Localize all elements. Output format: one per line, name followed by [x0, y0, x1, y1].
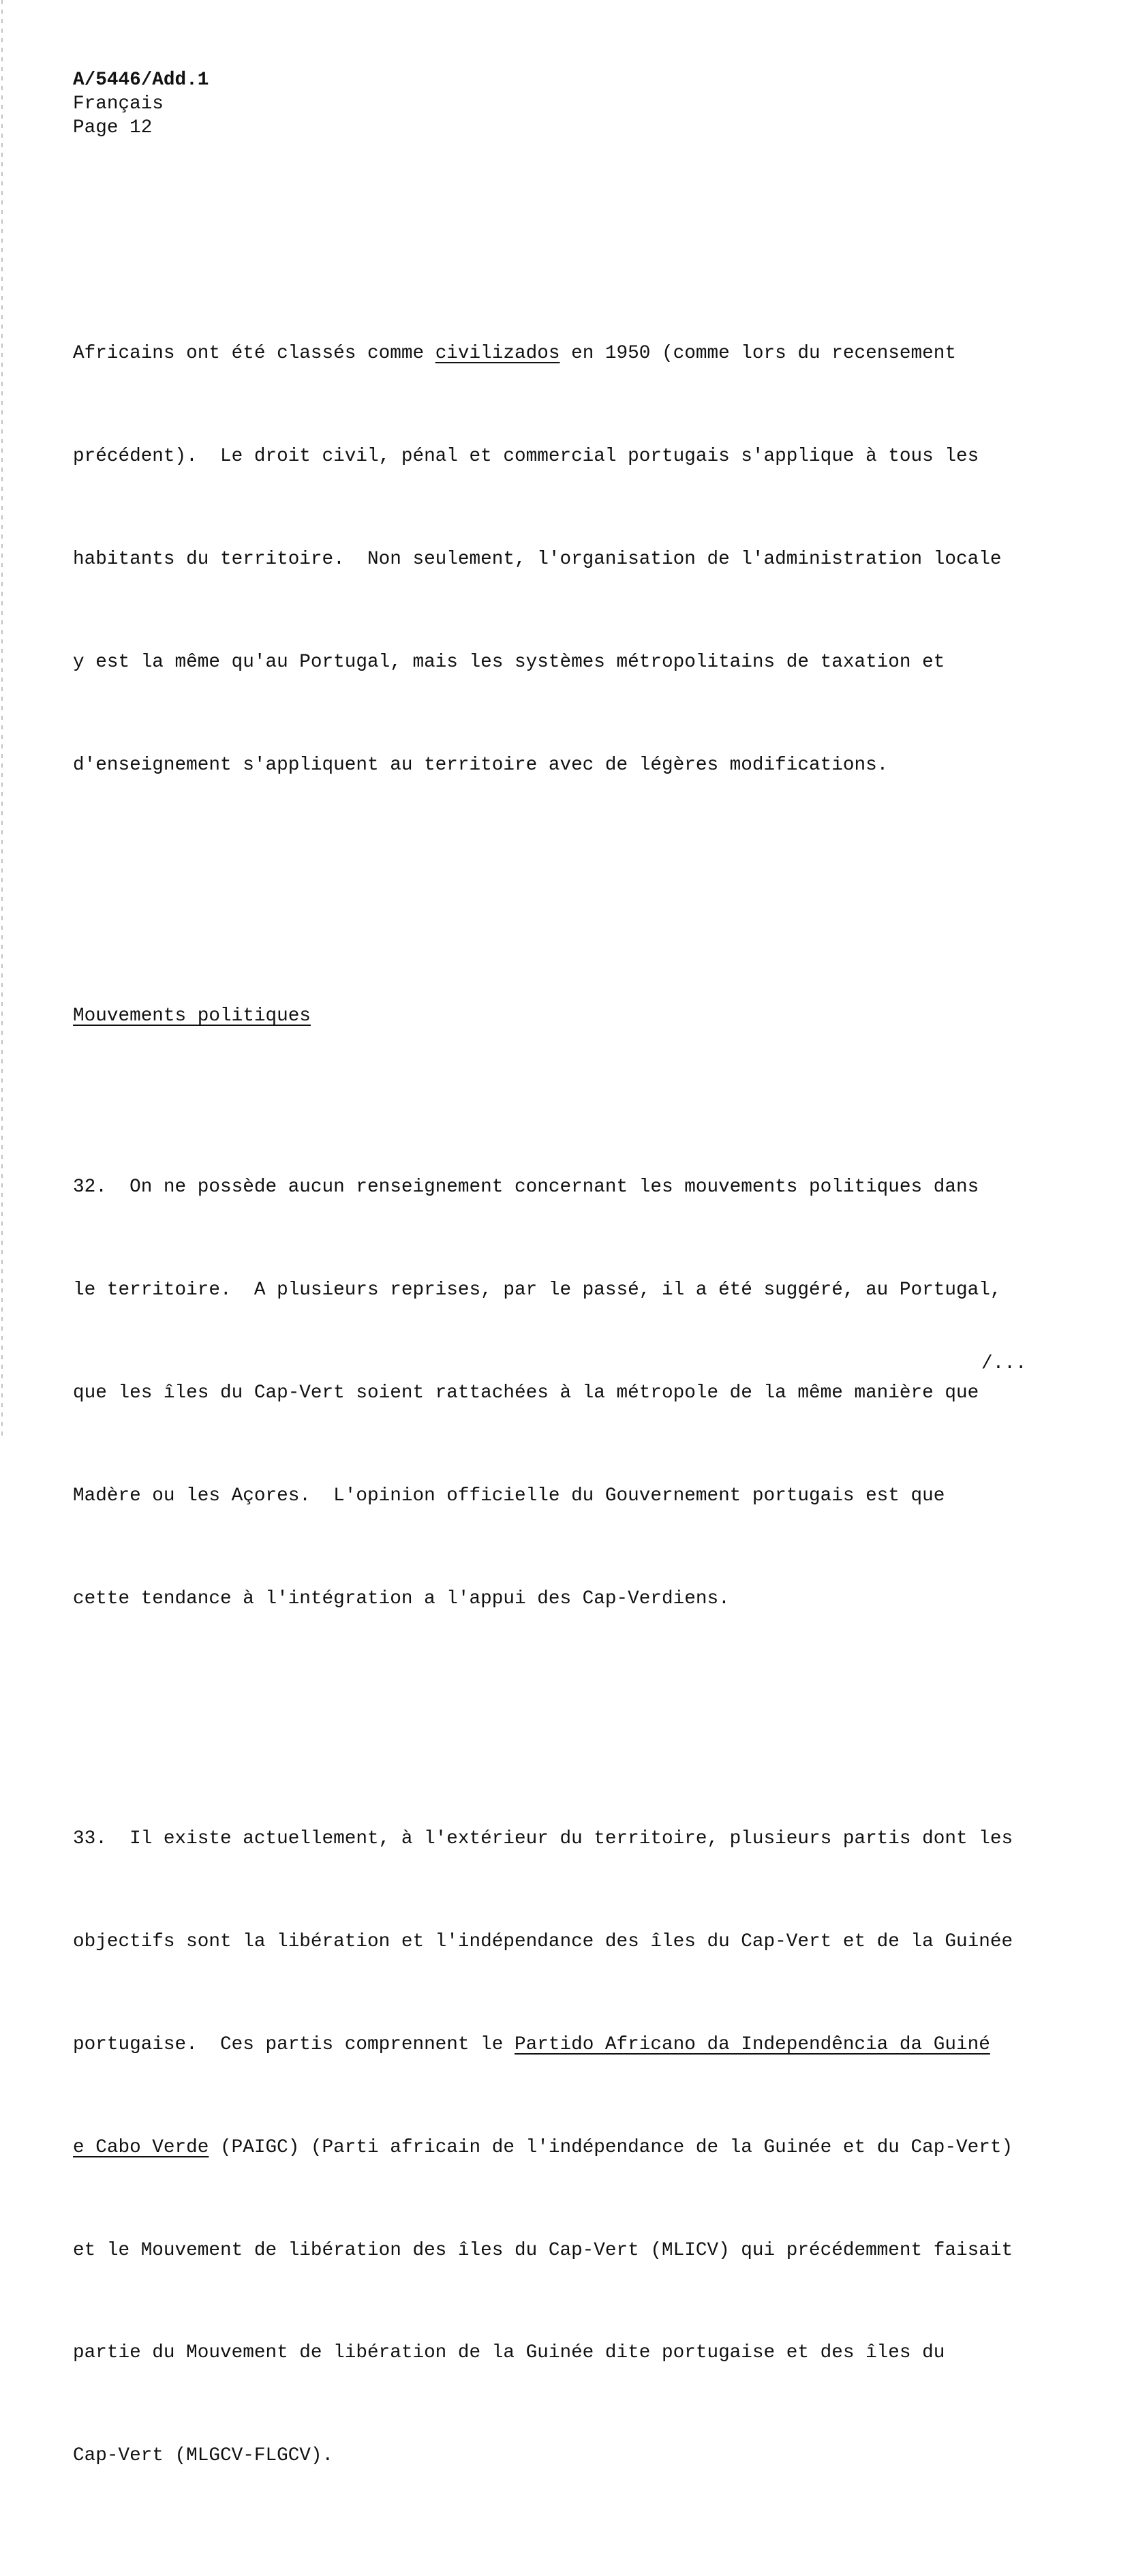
- text-line: cette tendance à l'intégration a l'appui des Cap-Verdiens.: [73, 1588, 730, 1609]
- text: portugaise. Ces partis comprennent le: [73, 2033, 515, 2055]
- text-line: et le Mouvement de libération des îles du Cap-Vert (MLICV) qui précédemment faisait: [73, 2239, 1013, 2261]
- paragraph-32: [73, 1102, 1013, 1685]
- text-line: partie du Mouvement de libération de la Guinée dite portugaise et des îles du: [73, 2342, 945, 2364]
- text-line: y est la même qu'au Portugal, mais les systèmes métropolitains de taxation et: [73, 651, 945, 673]
- text-line: 32. On ne possède aucun renseignement concernant les mouvements politiques dans: [73, 1177, 979, 1198]
- text-line: habitants du territoire. Non seulement, l'organisation de l'administration locale: [73, 548, 1002, 570]
- text: en 1950 (comme lors du recensement: [560, 343, 957, 365]
- text-line: Madère ou les Açores. L'opinion officielle du Gouvernement portugais est que: [73, 1485, 945, 1506]
- paragraph-33: [73, 1753, 1013, 2542]
- text-line: 33. Il existe actuellement, à l'extérieur du territoire, plusieurs partis dont les: [73, 1828, 1013, 1849]
- text-line: [73, 2028, 1013, 2062]
- document-symbol: A/5446/Add.1: [73, 70, 209, 91]
- text-line: [73, 337, 1013, 371]
- underlined-term: civilizados: [435, 343, 560, 365]
- underlined-term: Partido Africano da Independência da Guiné: [515, 2033, 990, 2055]
- document-language: Français: [73, 93, 164, 115]
- continuation-mark: /...: [981, 1353, 1027, 1374]
- text-line: d'enseignement s'appliquent au territoire avec de légères modifications.: [73, 754, 889, 776]
- document-body: [73, 200, 1013, 2576]
- text-line: que les îles du Cap-Vert soient rattachées à la métropole de la même manière que: [73, 1382, 979, 1404]
- text-line: objectifs sont la libération et l'indépendance des îles du Cap-Vert et de la Guinée: [73, 1930, 1013, 1952]
- text: Africains ont été classés comme: [73, 343, 435, 365]
- paragraph-continued: [73, 269, 1013, 851]
- text-line: Cap-Vert (MLGCV-FLGCV).: [73, 2445, 334, 2467]
- underlined-term: e Cabo Verde: [73, 2136, 209, 2158]
- section-heading-text: Mouvements politiques: [73, 1005, 311, 1027]
- document-header: [73, 68, 209, 140]
- text-line: le territoire. A plusieurs reprises, par le passé, il a été suggéré, au Portugal,: [73, 1279, 1002, 1301]
- text: (PAIGC) (Parti africain de l'indépendance de la Guinée et du Cap-Vert): [209, 2136, 1013, 2158]
- page-number: Page 12: [73, 117, 153, 138]
- text-line: [73, 2131, 1013, 2165]
- scan-margin-artifact: [1, 0, 3, 1440]
- section-heading: [73, 999, 1013, 1033]
- text-line: précédent). Le droit civil, pénal et commercial portugais s'applique à tous les: [73, 446, 979, 468]
